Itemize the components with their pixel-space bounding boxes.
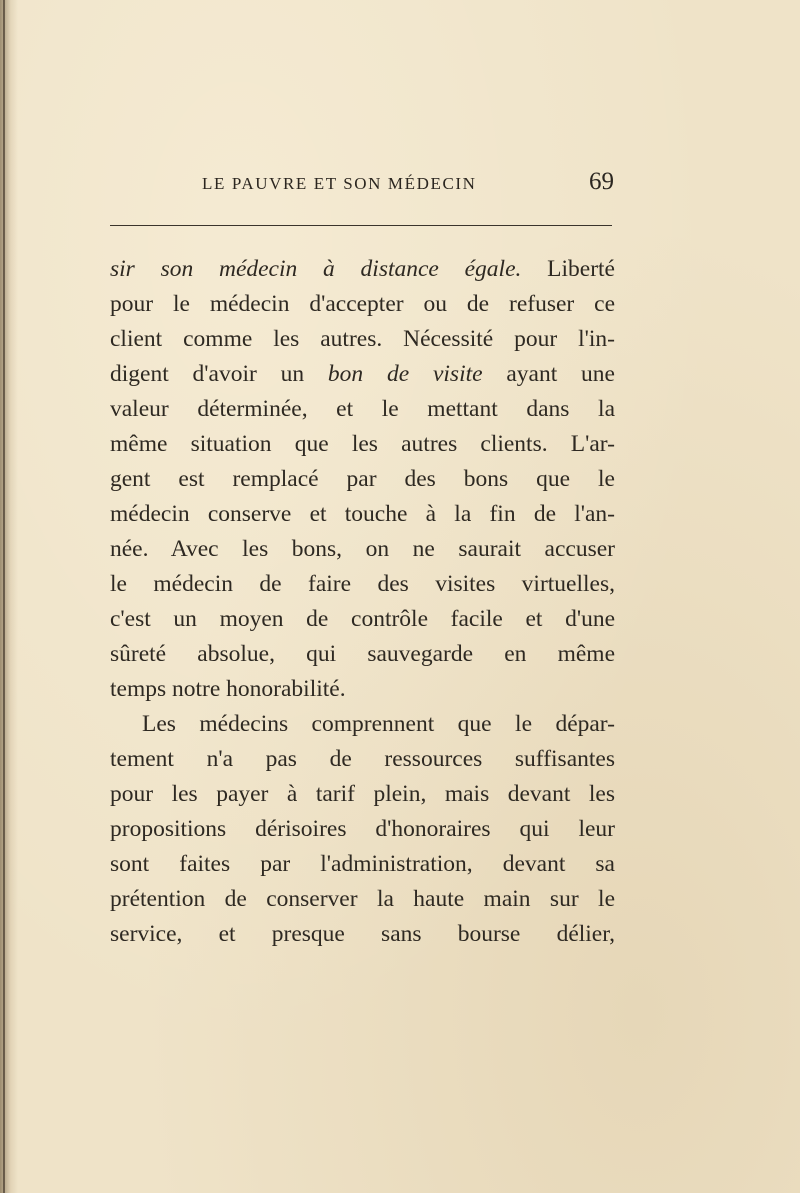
page-gutter-edge [3,0,5,1193]
running-head [110,170,620,204]
text-line: Les médecins comprennent que le dépar- [142,711,615,737]
text-line: prétention de conserver la haute main sur le [110,886,615,912]
running-head-title: LE PAUVRE ET SON MÉDECIN [202,174,477,193]
italic-phrase: sir son médecin à distance égale. [110,256,522,282]
text-line: c'est un moyen de contrôle facile et d'une [110,606,615,632]
text-line: valeur déterminée, et le mettant dans la [110,396,615,422]
text-line: service, et presque sans bourse délier, [110,921,615,947]
text-line: sir son médecin à distance égale. Liberté [110,256,615,282]
text-line: digent d'avoir un bon de visite ayant une [110,361,615,387]
text-line: même situation que les autres clients. L'ar- [110,431,615,457]
text-line: pour le médecin d'accepter ou de refuser ce [110,291,615,317]
text-line: le médecin de faire des visites virtuelles, [110,571,615,597]
text-line: client comme les autres. Nécessité pour l'in- [110,326,615,352]
body-text [110,252,615,952]
text-line: sont faites par l'administration, devant sa [110,851,615,877]
header-rule [110,225,612,226]
text-line: médecin conserve et touche à la fin de l'an- [110,501,615,527]
italic-phrase: bon de visite [327,361,483,387]
text-line: gent est remplacé par des bons que le [110,466,615,492]
text-line: temps notre honorabilité. [110,676,346,702]
text-line: née. Avec les bons, on ne saurait accuser [110,536,615,562]
text-line: propositions dérisoires d'honoraires qui leur [110,816,615,842]
page-number: 69 [589,168,614,195]
text-line: pour les payer à tarif plein, mais devant les [110,781,615,807]
text-line: sûreté absolue, qui sauvegarde en même [110,641,615,667]
text-line: tement n'a pas de ressources suffisantes [110,746,615,772]
